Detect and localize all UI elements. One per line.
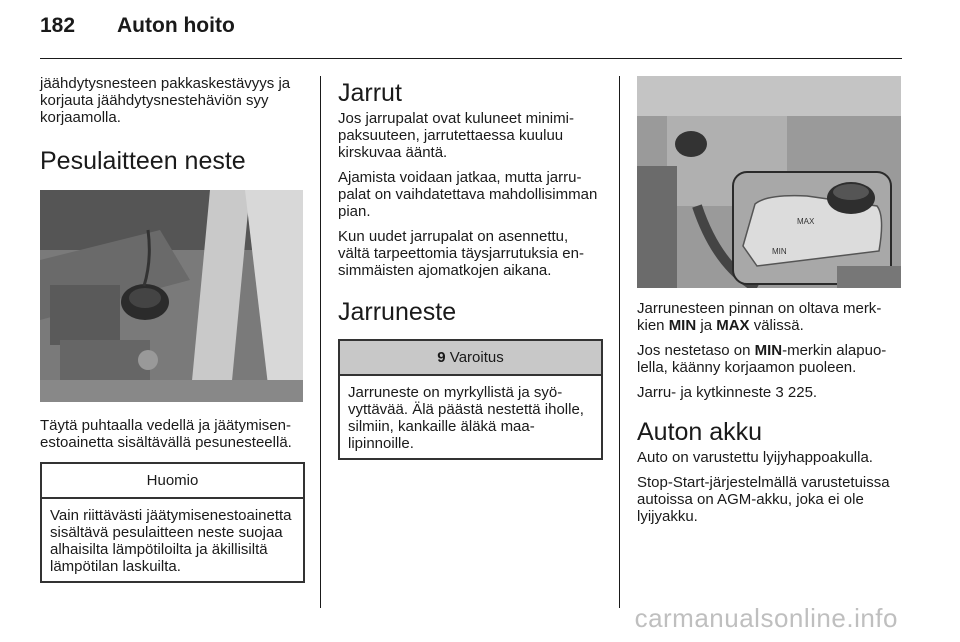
- battery-text-1: Auto on varustettu lyijyhappoakulla.: [637, 449, 873, 466]
- watermark: carmanualsonline.info: [634, 603, 898, 633]
- brakes-text-3: Kun uudet jarrupalat on asennettu, vältä tarpeettomia täysjarrutuksia ensimmäisten ajomatkojen aikana.: [338, 228, 584, 279]
- warning-header: [340, 341, 601, 376]
- warning-body: Jarruneste on myrkyllistä ja syövyttävää. Älä päästä nestettä iholle, silmiin, kankaille äläkä maalipinnoille.: [348, 384, 584, 452]
- min-mark: MIN: [668, 317, 697, 334]
- text-run: Jarru- ja kytkinneste: [637, 384, 776, 401]
- brake-fluid-low-text: [637, 342, 901, 376]
- page-reference-icon: 3: [775, 384, 784, 401]
- column-divider-1: [320, 76, 321, 608]
- text-run: Jos nestetaso on: [637, 342, 755, 359]
- column-divider-2: [619, 76, 620, 608]
- page-number: 182: [40, 14, 76, 37]
- washer-reservoir-photo: [40, 190, 303, 402]
- column-2: [338, 78, 603, 460]
- brake-reservoir-photo: [637, 76, 901, 288]
- brakes-text-2: Ajamista voidaan jatkaa, mutta jarrupalat on vaihdatettava mahdollisimman pian.: [338, 169, 598, 220]
- brake-fluid-level-text: [637, 300, 901, 334]
- warning-icon: 9: [437, 349, 446, 366]
- note-box: [40, 462, 305, 583]
- text-run: Jarrunesteen pinnan on oltava merkkien: [637, 300, 882, 334]
- washer-fluid-heading: Pesulaitteen neste: [40, 147, 246, 175]
- washer-fluid-text: Täytä puhtaalla vedellä ja jäätymisenestoainetta sisältävällä pesunesteellä.: [40, 417, 292, 451]
- note-title: Huomio: [42, 464, 303, 499]
- column-3: [637, 76, 901, 533]
- brakes-heading: Jarrut: [338, 79, 402, 107]
- text-run: välissä.: [749, 317, 804, 334]
- text-run: 225.: [783, 384, 818, 401]
- reservoir-min-label: MIN: [772, 247, 787, 256]
- battery-heading: Auton akku: [637, 418, 763, 446]
- brake-fluid-heading: Jarruneste: [338, 298, 457, 326]
- intro-text: jäähdytysnesteen pakkaskestävyys ja korjauta jäähdytysnestehäviön syy korjaamolla.: [40, 75, 291, 126]
- header-divider: [40, 58, 902, 59]
- page-title: Auton hoito: [117, 14, 235, 37]
- warning-title: Varoitus: [449, 349, 504, 366]
- min-mark: MIN: [754, 342, 783, 359]
- text-run: -merkin alapuolella, käänny korjaamon puoleen.: [637, 342, 887, 376]
- warning-box: [338, 339, 603, 460]
- reservoir-max-label: MAX: [797, 217, 815, 226]
- column-1: [40, 75, 305, 583]
- max-mark: MAX: [716, 317, 750, 334]
- note-body: Vain riittävästi jäätymisenestoainetta sisältävä pesulaitteen neste suojaa alhaisilta lämpötiloilta ja äkillisiltä lämpötilan laskuilta.: [50, 507, 292, 575]
- brake-fluid-reference: [637, 384, 901, 401]
- text-run: ja: [696, 317, 717, 334]
- battery-text-2: Stop-Start-järjestelmällä varustetuissa autoissa on AGM-akku, joka ei ole lyijyakku.: [637, 474, 890, 525]
- brakes-text-1: Jos jarrupalat ovat kuluneet minimipaksuuteen, jarrutettaessa kuuluu kirskuvaa ääntä.: [338, 110, 574, 161]
